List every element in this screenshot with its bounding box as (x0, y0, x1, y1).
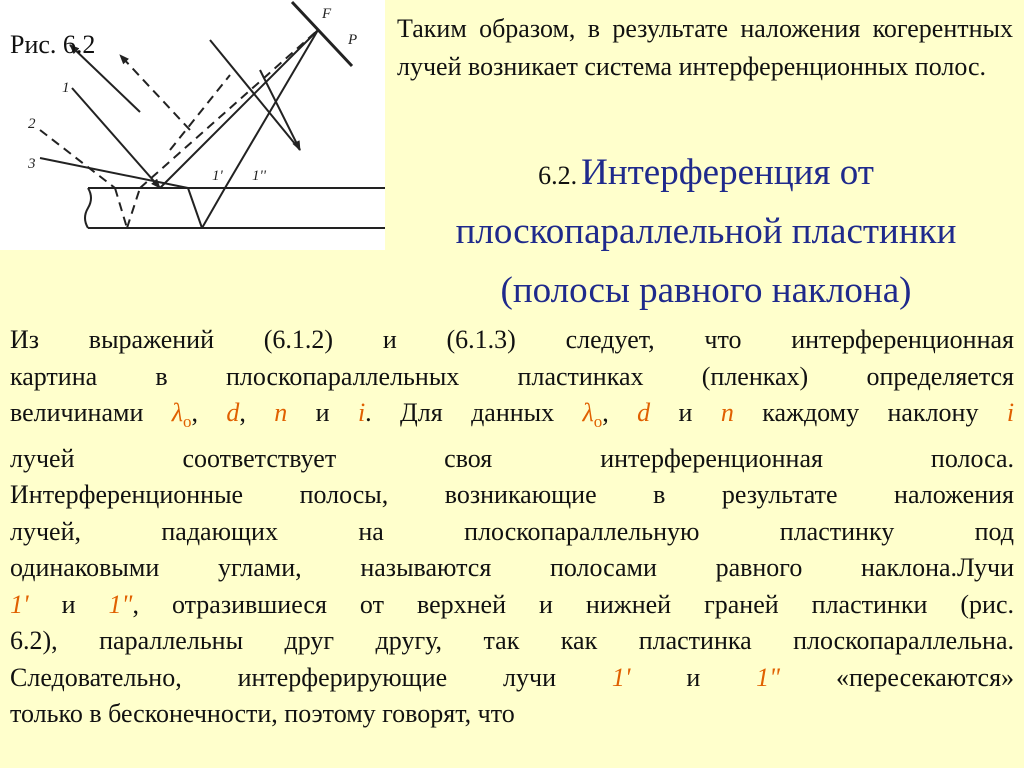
ray-1-prime: 1' (10, 589, 29, 619)
symbol-lambda: $\lambda_o$ (171, 398, 192, 431)
symbol-i: i (1006, 398, 1015, 427)
body-line: картина в плоскопараллельных пластинках (пленках) определяется (10, 361, 1014, 391)
label-ray-1-prime: 1' (212, 168, 223, 184)
body-line: Из выражений (6.1.2) и (6.1.3) следует, что интерференционная (10, 325, 1014, 354)
body-line: лучей, падающих на плоскопараллельную пластинку под (10, 516, 1014, 546)
body-line: 6.2), параллельны друг другу, так как пластинка плоскопараллельна. (10, 626, 1014, 655)
section-heading (388, 147, 1024, 324)
label-ray-1-double-prime: 1'' (252, 168, 266, 184)
ray-1-double-prime: 1" (108, 589, 133, 619)
body-line: только в бесконечности, поэтому говорят, что (10, 699, 515, 728)
label-ray-2: 2 (28, 116, 36, 132)
body-line: 1' и 1", отразившиеся от верхней и нижней граней пластинки (рис. (10, 589, 1014, 619)
body-line: одинаковыми углами, называются полосами равного наклона.Лучи (10, 553, 1014, 582)
body-paragraph (10, 322, 1014, 733)
label-ray-3: 3 (28, 156, 36, 172)
body-line: величинами $\lambda_o$, d, n и i. Для данных $\lambda_o$, d и n каждому наклону i (10, 398, 1015, 431)
symbol-n: n (274, 398, 288, 427)
symbol-d: d (637, 398, 651, 427)
label-ray-1: 1 (62, 80, 70, 96)
label-screen-p: P (348, 32, 358, 48)
figure-caption: Рис. 6.2 (10, 30, 96, 59)
symbol-i: i (357, 398, 366, 427)
section-title: Интерференция от плоскопараллельной пластинки (полосы равного наклона) (455, 152, 957, 311)
ray-1-double-prime: 1" (756, 662, 781, 692)
symbol-lambda: $\lambda_o$ (582, 398, 603, 431)
body-line: лучей соответствует своя интерференционная полоса. (10, 443, 1014, 473)
symbol-n: n (720, 398, 734, 427)
section-number: 6.2. (538, 161, 578, 190)
label-screen-f: F (322, 6, 332, 22)
ray-1-prime: 1' (611, 662, 631, 692)
intro-paragraph: Таким образом, в результате наложения когерентных лучей возникает система интерференционных полос. (397, 14, 1013, 81)
body-line: Следовательно, интерферирующие лучи 1' и 1" «пересекаются» (10, 662, 1015, 692)
body-line: Интерференционные полосы, возникающие в результате наложения (10, 480, 1014, 509)
symbol-d: d (226, 398, 240, 427)
figure-6-2 (0, 0, 385, 250)
